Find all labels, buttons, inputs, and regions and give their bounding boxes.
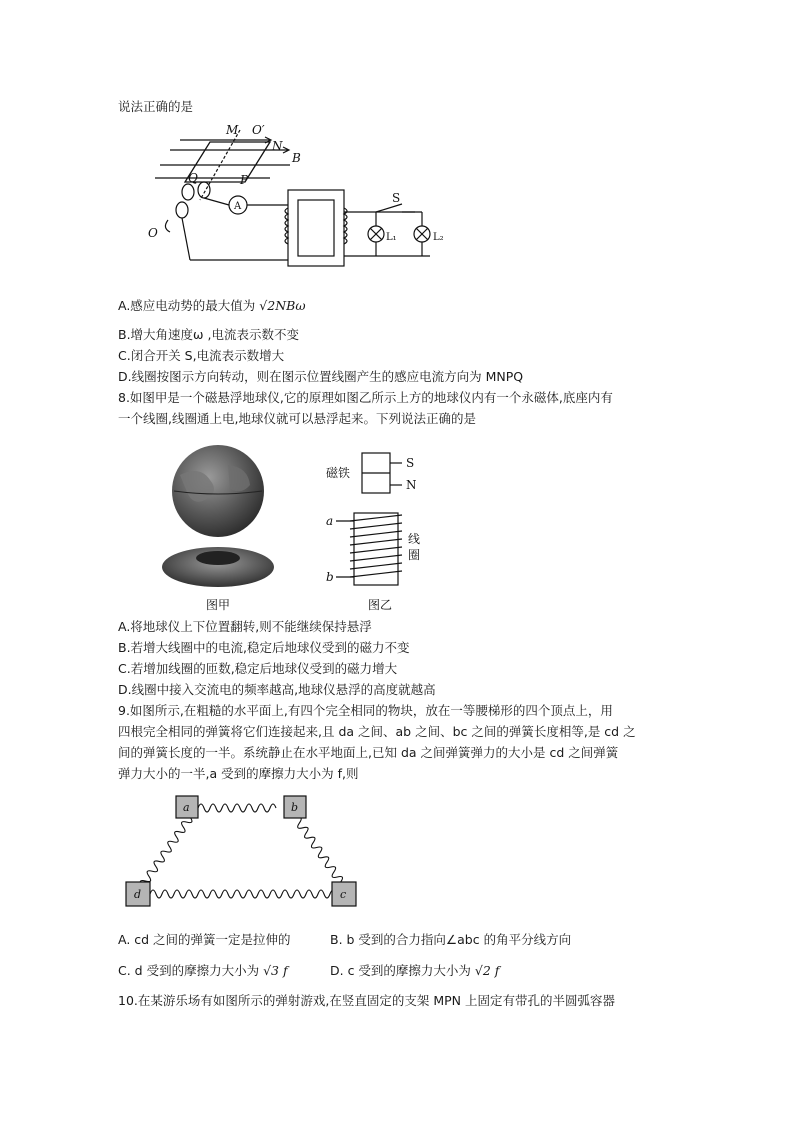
label-A: A	[234, 201, 242, 212]
label-block-b: b	[291, 801, 299, 814]
q7-option-a	[118, 297, 306, 315]
label-O: O	[148, 226, 158, 240]
label-block-a: a	[183, 801, 190, 814]
q8-option-a: A.将地球仪上下位置翻转,则不能继续保持悬浮	[118, 619, 372, 634]
q7-option-b: B.增大角速度ω ,电流表示数不变	[118, 327, 299, 342]
fig-jia-label: 图甲	[206, 598, 231, 612]
q8-figure	[150, 435, 440, 615]
q9-option-a: A. cd 之间的弹簧一定是拉伸的	[118, 932, 291, 947]
label-block-d: d	[134, 888, 142, 901]
q9-option-d	[330, 962, 499, 980]
fig-yi-label: 图乙	[368, 598, 393, 612]
label-P: P	[240, 173, 249, 187]
q8-stem-line1: 8.如图甲是一个磁悬浮地球仪,它的原理如图乙所示上方的地球仪内有一个永磁体,底座内有	[118, 390, 613, 405]
q8-stem-line2: 一个线圈,线圈通上电,地球仪就可以悬浮起来。下列说法正确的是	[118, 411, 476, 426]
q9-option-d-text: D. c 受到的摩擦力大小为	[330, 963, 471, 978]
label-Q: Q	[188, 171, 198, 185]
q7-option-c: C.闭合开关 S,电流表示数增大	[118, 348, 285, 363]
q9-figure	[120, 790, 360, 920]
label-N: N	[272, 139, 283, 153]
coil-label-1: 线	[408, 532, 421, 546]
label-B: B	[292, 151, 301, 165]
label-O-prime: O′	[252, 123, 265, 137]
q7-option-d: D.线圈按图示方向转动，则在图示位置线圈产生的感应电流方向为 MNPQ	[118, 369, 524, 384]
label-S-pole: S	[406, 456, 415, 470]
label-L1: L₁	[386, 232, 397, 243]
intro-text: 说法正确的是	[118, 99, 194, 114]
label-S: S	[392, 191, 401, 205]
q7-option-a-formula: √2NBω	[259, 298, 306, 313]
q10-stem-line1: 10.在某游乐场有如图所示的弹射游戏,在竖直固定的支架 MPN 上固定有带孔的半圆弧容器	[118, 993, 615, 1008]
q9-stem-line1: 9.如图所示,在粗糙的水平面上,有四个完全相同的物块，放在一等腰梯形的四个顶点上，用	[118, 703, 613, 718]
q9-option-c-formula: √3 f	[263, 963, 288, 978]
label-N-pole: N	[406, 478, 417, 492]
q9-option-b: B. b 受到的合力指向∠abc 的角平分线方向	[330, 932, 572, 947]
q8-option-d: D.线圈中接入交流电的频率越高,地球仪悬浮的高度就越高	[118, 682, 436, 697]
label-L2: L₂	[433, 232, 444, 243]
q9-option-c-text: C. d 受到的摩擦力大小为	[118, 963, 260, 978]
q7-option-a-text: A.感应电动势的最大值为	[118, 298, 256, 313]
globe-image	[172, 445, 264, 537]
label-M: M	[226, 123, 239, 137]
label-b-terminal: b	[326, 570, 334, 584]
q8-option-c: C.若增加线圈的匝数,稳定后地球仪受到的磁力增大	[118, 661, 398, 676]
q9-stem-line3: 间的弹簧长度的一半。系统静止在水平地面上,已知 da 之间弹簧弹力的大小是 cd 之间弹簧	[118, 745, 619, 760]
q9-stem-line4: 弹力大小的一半,a 受到的摩擦力大小为 f,则	[118, 766, 359, 781]
q9-stem-line2: 四根完全相同的弹簧将它们连接起来,且 da 之间、ab 之间、bc 之间的弹簧长度相等,是 cd 之	[118, 724, 636, 739]
label-a-terminal: a	[326, 514, 334, 528]
coil-label-2: 圈	[408, 548, 421, 562]
label-block-c: c	[340, 888, 347, 901]
magnet-label: 磁铁	[326, 466, 351, 480]
q7-figure	[140, 120, 460, 270]
q9-option-c	[118, 962, 288, 980]
q8-option-b: B.若增大线圈中的电流,稳定后地球仪受到的磁力不变	[118, 640, 410, 655]
q9-option-d-formula: √2 f	[474, 963, 500, 978]
